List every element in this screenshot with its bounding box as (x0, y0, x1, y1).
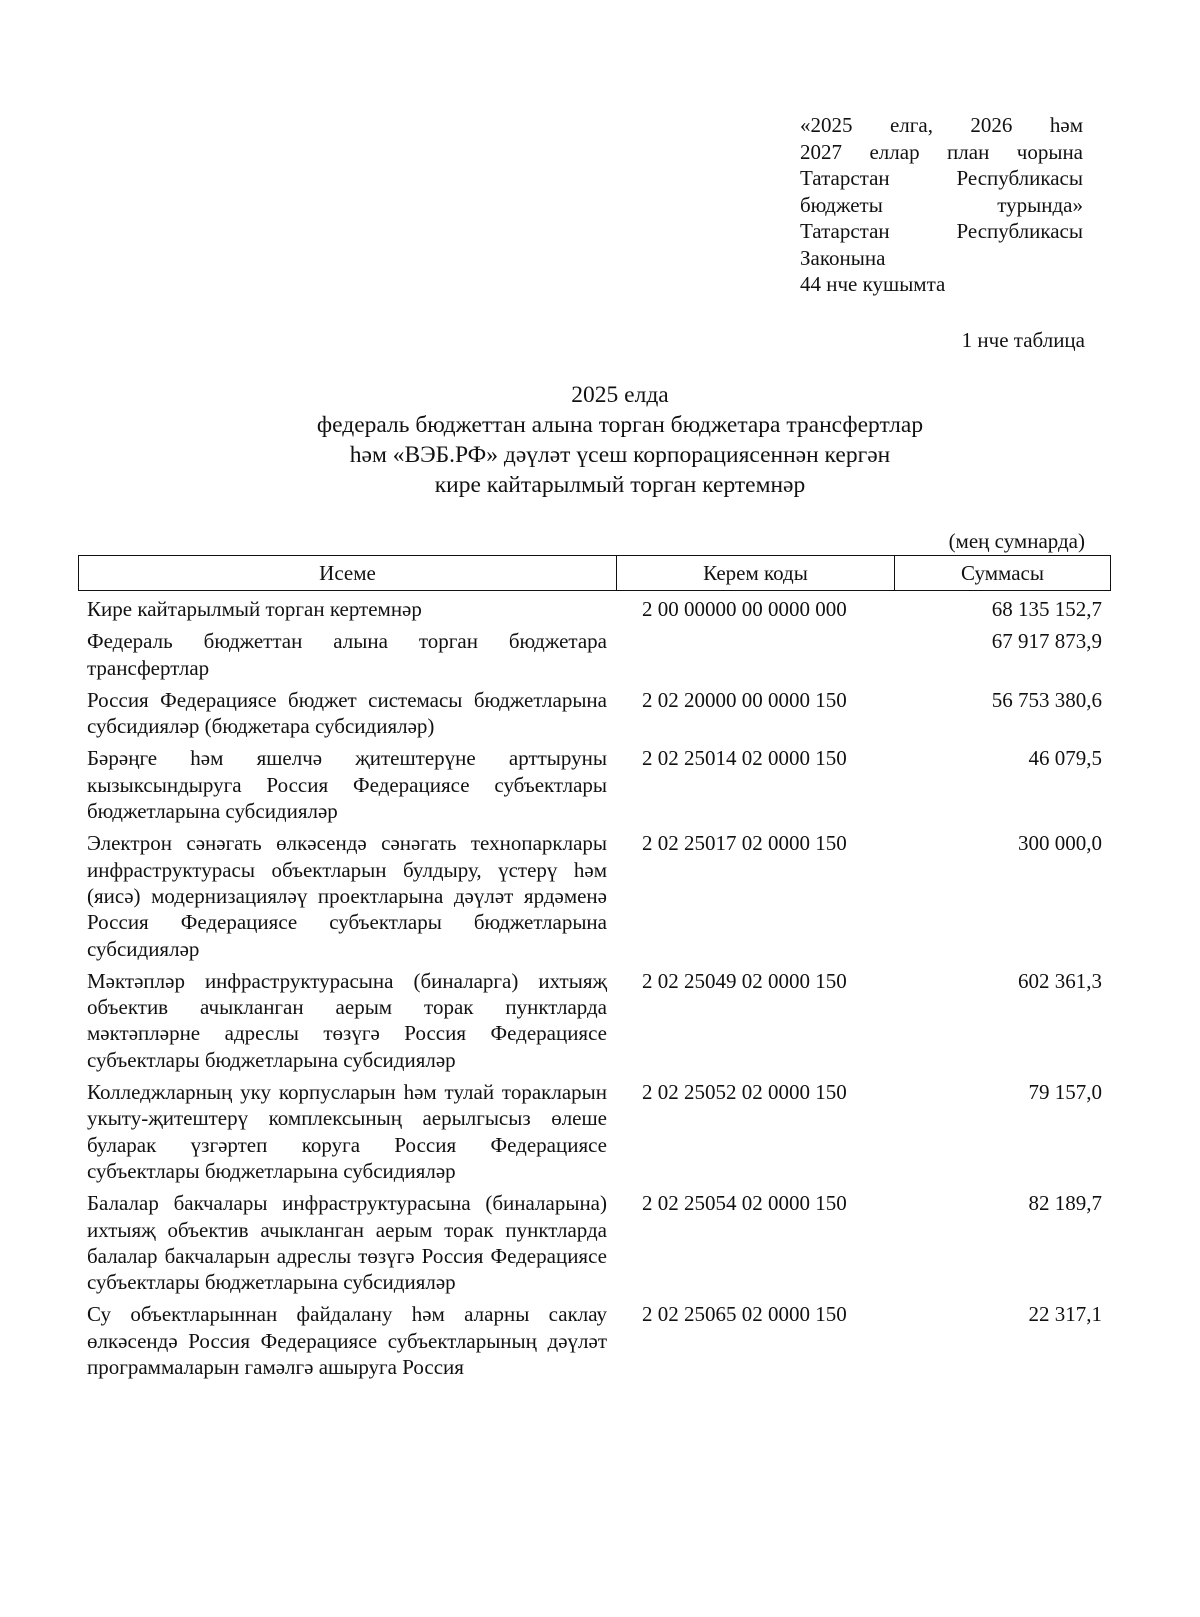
annex-line: бюджеты турында» (800, 192, 1083, 217)
row-sum: 79 157,0 (1028, 1080, 1102, 1105)
document-title (180, 380, 1060, 500)
annex-line: 2027 еллар план чорына (800, 139, 1083, 164)
row-code: 2 02 25065 02 0000 150 (642, 1302, 847, 1327)
annex-line: «2025 елга, 2026 һәм (800, 113, 1083, 137)
row-sum: 82 189,7 (1028, 1191, 1102, 1216)
title-line: 2025 елда (571, 382, 669, 408)
header-name: Исеме (79, 556, 617, 590)
row-sum: 68 135 152,7 (991, 597, 1102, 621)
row-name: Колледжларның уку корпусларын һәм тулай торакларын укыту-җитештерү комплексының аерылгысыз өлеше буларак үзгәртеп коруга Россия Федерациясе субъектлары бюджетларына субсидияләр (87, 1080, 607, 1183)
title-line: һәм «ВЭБ.РФ» дәүләт үсеш корпорациясеннән кергән (349, 442, 891, 468)
table-body (87, 596, 1102, 1386)
header-sum: Суммасы (961, 560, 1044, 585)
row-code: 2 02 25052 02 0000 150 (642, 1080, 847, 1105)
row-name: Балалар бакчалары инфраструктурасына (биналарына) ихтыяҗ объектив ачыкланган аерым торак пунктларда балалар бакчаларын адреслы төзүгә Россия Федерациясе субъектлары бюджетларына субсидияләр (87, 1191, 607, 1295)
table-row (87, 628, 1102, 681)
row-sum: 46 079,5 (1028, 746, 1102, 771)
row-name: Федераль бюджеттан алына торган бюджетара трансфертлар (87, 629, 607, 680)
row-sum: 67 917 873,9 (991, 629, 1102, 654)
row-code: 2 02 25054 02 0000 150 (642, 1191, 847, 1216)
title-line: кире кайтарылмый торган кертемнәр (434, 472, 806, 498)
table-row (87, 830, 1102, 961)
row-code: 2 02 25014 02 0000 150 (642, 746, 847, 771)
table-number: 1 нче таблица (961, 328, 1085, 352)
row-sum: 300 000,0 (1018, 831, 1102, 856)
table-row (87, 596, 1102, 622)
row-sum: 56 753 380,6 (991, 687, 1102, 712)
annex-reference (800, 112, 1083, 298)
row-name: Су объектларыннан файдалану һәм аларны саклау өлкәсендә Россия Федерациясе субъектларының дәүләт программаларын гамәлгә ашыруга Россия (87, 1302, 607, 1380)
row-code (642, 628, 902, 681)
table-row (87, 1301, 1102, 1380)
row-name: Кире кайтарылмый торган кертемнәр (87, 597, 422, 621)
table-header (78, 555, 1111, 591)
row-code: 2 02 25017 02 0000 150 (642, 831, 847, 856)
table-row (87, 687, 1102, 740)
row-code: 2 02 25049 02 0000 150 (642, 968, 847, 993)
units-note: (мең сумнарда) (948, 529, 1085, 553)
row-sum: 602 361,3 (1018, 968, 1102, 993)
row-sum: 22 317,1 (1028, 1302, 1102, 1327)
annex-line: Татарстан Республикасы (800, 219, 1083, 243)
table-row (87, 1190, 1102, 1295)
row-name: Бәрәңге һәм яшелчә җитештерүне арттыруны кызыксындыруга Россия Федерациясе субъектлары бюджетларына субсидияләр (87, 746, 607, 824)
annex-line: 44 нче кушымта (800, 272, 946, 296)
title-line: федераль бюджеттан алына торган бюджетара трансфертлар (316, 412, 924, 438)
row-name: Мәктәпләр инфраструктурасына (биналарга) ихтыяҗ объектив ачыкланган аерым торак пунктларда мәктәпләрне адреслы төзүгә Россия Федерациясе субъектлары бюджетларына субсидияләр (87, 968, 607, 1072)
annex-line: Законына (800, 245, 886, 270)
header-code: Керем коды (617, 556, 895, 590)
table-row (87, 968, 1102, 1073)
annex-line: Татарстан Республикасы (800, 166, 1083, 190)
row-code: 2 00 00000 00 0000 000 (642, 597, 847, 621)
table-row (87, 1079, 1102, 1184)
table-row (87, 745, 1102, 824)
row-code: 2 02 20000 00 0000 150 (642, 687, 847, 712)
row-name: Электрон сәнәгать өлкәсендә сәнәгать технопарклары инфраструктурасы объектларын булдыру, үстерү һәм (яисә) модернизацияләү проектларына дәүләт ярдәменә Россия Федерациясе субъектлары бюджетларына субсидияләр (87, 831, 607, 961)
row-name: Россия Федерациясе бюджет системасы бюджетларына субсидияләр (бюджетара субсидияләр) (87, 687, 607, 739)
